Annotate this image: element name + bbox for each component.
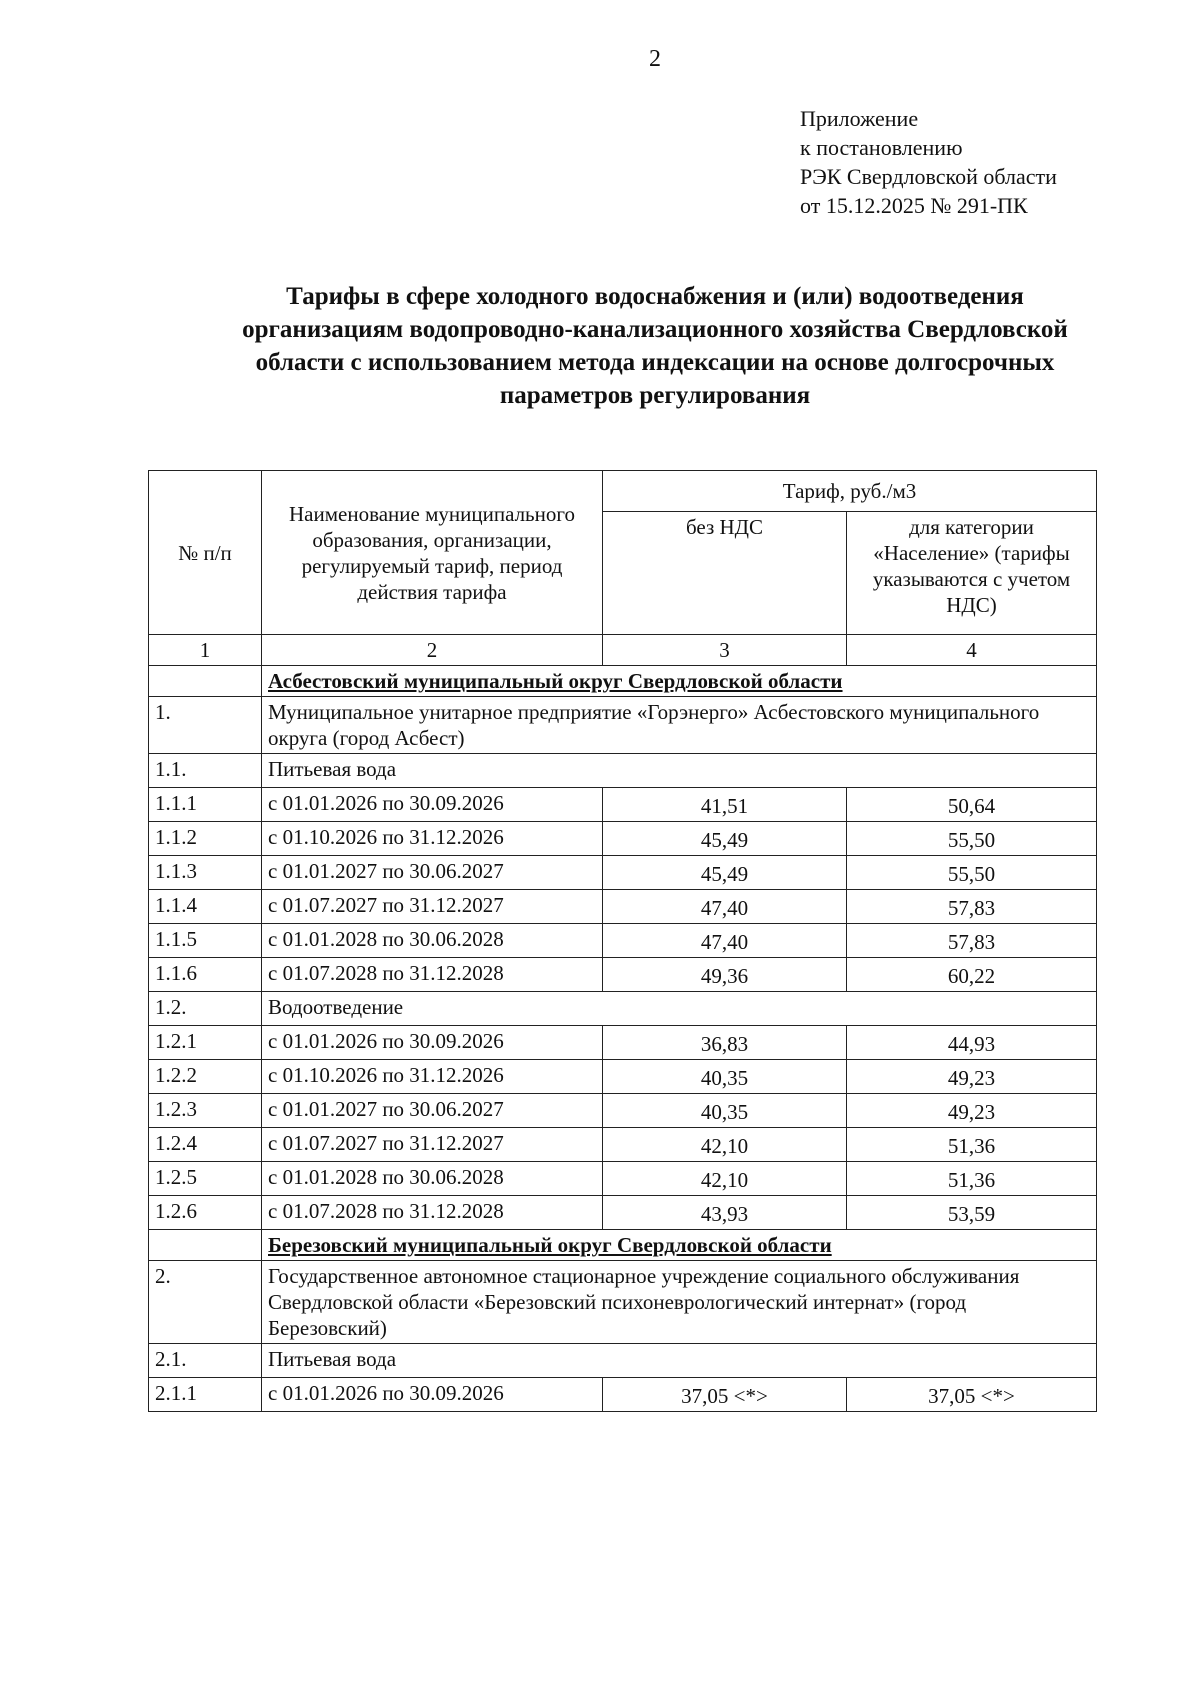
page-number: 2: [649, 46, 661, 72]
period: с 01.01.2028 по 30.06.2028: [262, 924, 603, 958]
period: с 01.10.2026 по 31.12.2026: [262, 822, 603, 856]
tariff-no-vat: 45,49: [603, 856, 847, 890]
tariff-no-vat: 45,49: [603, 822, 847, 856]
table-row: [149, 856, 1097, 890]
header-tariff: Тариф, руб./м3: [603, 471, 1097, 512]
table-row: [149, 924, 1097, 958]
table-row: [149, 1196, 1097, 1230]
period: с 01.01.2026 по 30.09.2026: [262, 1026, 603, 1060]
tariff-population: 37,05 <*>: [847, 1378, 1097, 1412]
table-row: [149, 822, 1097, 856]
row-num: 2.: [149, 1261, 262, 1344]
tariff-type-row: [149, 754, 1097, 788]
row-num: 1.2.: [149, 992, 262, 1026]
section-row: [149, 666, 1097, 697]
section-row: [149, 1230, 1097, 1261]
column-index: 1: [149, 635, 262, 666]
column-index-row: [149, 635, 1097, 666]
organization-row: [149, 1261, 1097, 1344]
row-num: 1.1.4: [149, 890, 262, 924]
tariff-no-vat: 42,10: [603, 1128, 847, 1162]
period: с 01.07.2028 по 31.12.2028: [262, 958, 603, 992]
appendix-line: от 15.12.2025 № 291-ПК: [800, 193, 1028, 218]
tariff-no-vat: 47,40: [603, 890, 847, 924]
tariff-table: [148, 470, 1097, 1412]
tariff-type-label: Питьевая вода: [262, 754, 1097, 788]
section-title: Асбестовский муниципальный округ Свердловской области: [262, 666, 1097, 697]
tariff-no-vat: 40,35: [603, 1094, 847, 1128]
organization-name: Муниципальное унитарное предприятие «Горэнерго» Асбестовского муниципального округа (город Асбест): [262, 697, 1097, 754]
tariff-no-vat: 47,40: [603, 924, 847, 958]
document-title: [155, 280, 1155, 412]
column-index: 2: [262, 635, 603, 666]
tariff-no-vat: 43,93: [603, 1196, 847, 1230]
tariff-type-label: Питьевая вода: [262, 1344, 1097, 1378]
table-row: [149, 1128, 1097, 1162]
header-num: № п/п: [149, 471, 262, 635]
tariff-no-vat: 36,83: [603, 1026, 847, 1060]
section-title: Березовский муниципальный округ Свердловской области: [262, 1230, 1097, 1261]
appendix-line: РЭК Свердловской области: [800, 164, 1057, 189]
row-num: 1.1.2: [149, 822, 262, 856]
title-line: параметров регулирования: [499, 382, 811, 409]
table-row: [149, 1094, 1097, 1128]
header-no-vat: без НДС: [603, 512, 847, 635]
column-index: 3: [603, 635, 847, 666]
table-row: [149, 788, 1097, 822]
table-row: [149, 1060, 1097, 1094]
column-index: 4: [847, 635, 1097, 666]
row-num: 1.1.6: [149, 958, 262, 992]
row-num: 1.: [149, 697, 262, 754]
row-num: 2.1.1: [149, 1378, 262, 1412]
period: с 01.01.2026 по 30.09.2026: [262, 788, 603, 822]
row-num: 1.2.5: [149, 1162, 262, 1196]
tariff-no-vat: 41,51: [603, 788, 847, 822]
row-num: 1.2.2: [149, 1060, 262, 1094]
table-row: [149, 1378, 1097, 1412]
period: с 01.01.2027 по 30.06.2027: [262, 856, 603, 890]
header-name: Наименование муниципального образования, организации, регулируемый тариф, период действия тарифа: [262, 471, 603, 635]
period: с 01.01.2026 по 30.09.2026: [262, 1378, 603, 1412]
table-row: [149, 958, 1097, 992]
row-num: 1.1.3: [149, 856, 262, 890]
title-line: Тарифы в сфере холодного водоснабжения и (или) водоотведения: [286, 283, 1024, 310]
tariff-population: 60,22: [847, 958, 1097, 992]
tariff-population: 49,23: [847, 1060, 1097, 1094]
tariff-no-vat: 49,36: [603, 958, 847, 992]
row-num: 1.1.1: [149, 788, 262, 822]
tariff-population: 49,23: [847, 1094, 1097, 1128]
table-row: [149, 1026, 1097, 1060]
row-num: 1.1.5: [149, 924, 262, 958]
row-num: 2.1.: [149, 1344, 262, 1378]
tariff-population: 44,93: [847, 1026, 1097, 1060]
tariff-population: 51,36: [847, 1162, 1097, 1196]
row-num: 1.2.4: [149, 1128, 262, 1162]
period: с 01.01.2028 по 30.06.2028: [262, 1162, 603, 1196]
period: с 01.07.2028 по 31.12.2028: [262, 1196, 603, 1230]
tariff-no-vat: 37,05 <*>: [603, 1378, 847, 1412]
tariff-population: 51,36: [847, 1128, 1097, 1162]
row-num: 1.2.3: [149, 1094, 262, 1128]
title-line: организациям водопроводно-канализационного хозяйства Свердловской: [242, 316, 1068, 343]
row-num: 1.1.: [149, 754, 262, 788]
tariff-type-row: [149, 1344, 1097, 1378]
organization-name: Государственное автономное стационарное учреждение социального обслуживания Свердловской области «Березовский психоневрологический интернат» (город Березовский): [262, 1261, 1097, 1344]
tariff-population: 57,83: [847, 924, 1097, 958]
tariff-population: 55,50: [847, 822, 1097, 856]
organization-row: [149, 697, 1097, 754]
tariff-type-row: [149, 992, 1097, 1026]
period: с 01.07.2027 по 31.12.2027: [262, 890, 603, 924]
title-line: области с использованием метода индексации на основе долгосрочных: [255, 349, 1055, 376]
tariff-population: 50,64: [847, 788, 1097, 822]
row-num: 1.2.6: [149, 1196, 262, 1230]
period: с 01.10.2026 по 31.12.2026: [262, 1060, 603, 1094]
tariff-population: 53,59: [847, 1196, 1097, 1230]
header-population: для категории «Население» (тарифы указываются с учетом НДС): [847, 512, 1097, 635]
table-row: [149, 890, 1097, 924]
tariff-population: 55,50: [847, 856, 1097, 890]
table-row: [149, 1162, 1097, 1196]
appendix-line: Приложение: [800, 106, 919, 131]
period: с 01.07.2027 по 31.12.2027: [262, 1128, 603, 1162]
tariff-type-label: Водоотведение: [262, 992, 1097, 1026]
tariff-no-vat: 42,10: [603, 1162, 847, 1196]
tariff-no-vat: 40,35: [603, 1060, 847, 1094]
period: с 01.01.2027 по 30.06.2027: [262, 1094, 603, 1128]
row-num: 1.2.1: [149, 1026, 262, 1060]
appendix-block: [800, 104, 1057, 220]
tariff-population: 57,83: [847, 890, 1097, 924]
appendix-line: к постановлению: [800, 135, 963, 160]
